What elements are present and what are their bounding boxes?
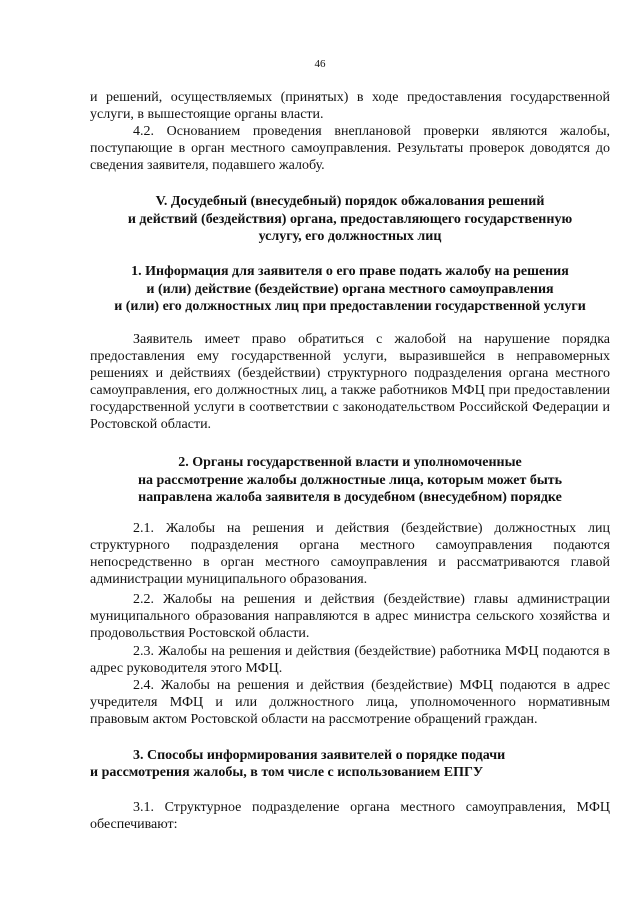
paragraph-4-2 [90,123,610,174]
paragraph-2-1 [90,520,610,588]
subsection-1-line-1: 1. Информация для заявителя о его праве подать жалобу на решения [131,264,569,279]
subsection-1-line-2: и (или) действие (бездействие) органа местного самоуправления [146,281,554,297]
paragraph-3-1-text: 3.1. Структурное подразделение органа местного самоуправления, МФЦ обеспечивают: [90,800,610,832]
subsection-1-heading [90,263,610,316]
subsection-3-line-1: 3. Способы информирования заявителей о порядке подачи [133,748,506,763]
section-v-line-2: и действий (бездействия) органа, предоставляющего государственную [127,211,573,227]
subsection-3-heading [90,747,610,781]
section-v-heading [90,193,610,246]
paragraph-2-4-text: 2.4. Жалобы на решения и действия (бездействие) МФЦ подаются в адрес учредителя МФЦ и или должностного лица, уполномоченного нормативным правовым актом Ростовской области на рассмотрение обращений граждан. [90,678,610,727]
section-v-line-3: услугу, его должностных лиц [258,229,442,244]
page-number: 46 [314,58,326,70]
continuation-paragraph [90,89,610,123]
subsection-2-line-2: на рассмотрение жалобы должностные лица, которым может быть [137,472,563,488]
paragraph-continuation-text: и решений, осуществляемых (принятых) в ходе предоставления государственной услуги, в вышестоящие органы власти. [90,90,610,122]
paragraph-1 [90,331,610,433]
section-v-line-1: V. Досудебный (внесудебный) порядок обжалования решений [155,194,545,209]
paragraph-2-2-text: 2.2. Жалобы на решения и действия (бездействие) главы администрации муниципального образования направляются в адрес министра сельского хозяйства и продовольствия Ростовской области. [90,592,610,641]
paragraph-2-1-text: 2.1. Жалобы на решения и действия (бездействие) должностных лиц структурного подразделения органа местного самоуправления подаются непосредственно в орган местного самоуправления и рассматриваются главой администрации муниципального образования. [90,521,610,587]
subsection-2-line-3: направлена жалоба заявителя в досудебном (внесудебном) порядке [138,490,562,505]
paragraph-2-3-text: 2.3. Жалобы на решения и действия (бездействие) работника МФЦ подаются в адрес руководителя этого МФЦ. [90,644,610,676]
paragraph-4-2-text: 4.2. Основанием проведения внеплановой проверки являются жалобы, поступающие в орган местного самоуправления. Результаты проверок доводятся до сведения заявителя, подавшего жалобу. [90,124,610,173]
subsection-2-heading [90,454,610,507]
paragraph-2-3 [90,643,610,677]
subsection-3-line-2: и рассмотрения жалобы, в том числе с использованием ЕПГУ [90,765,484,780]
subsection-1-line-3: и (или) его должностных лиц при предоставлении государственной услуги [114,299,586,314]
paragraph-1-text: Заявитель имеет право обратиться с жалобой на нарушение порядка предоставления ему государственной услуги, выразившейся в неправомерных решениях и действиях (бездействии) структурного подразделения органа местного самоуправления, его должностных лиц, а также работников МФЦ при предоставлении государственной услуги в соответствии с законодательством Российской Федерации и Ростовской области. [90,332,610,432]
paragraph-3-1 [90,799,610,833]
paragraph-2-2 [90,591,610,642]
subsection-2-line-1: 2. Органы государственной власти и уполномоченные [178,455,522,470]
paragraph-2-4 [90,677,610,728]
